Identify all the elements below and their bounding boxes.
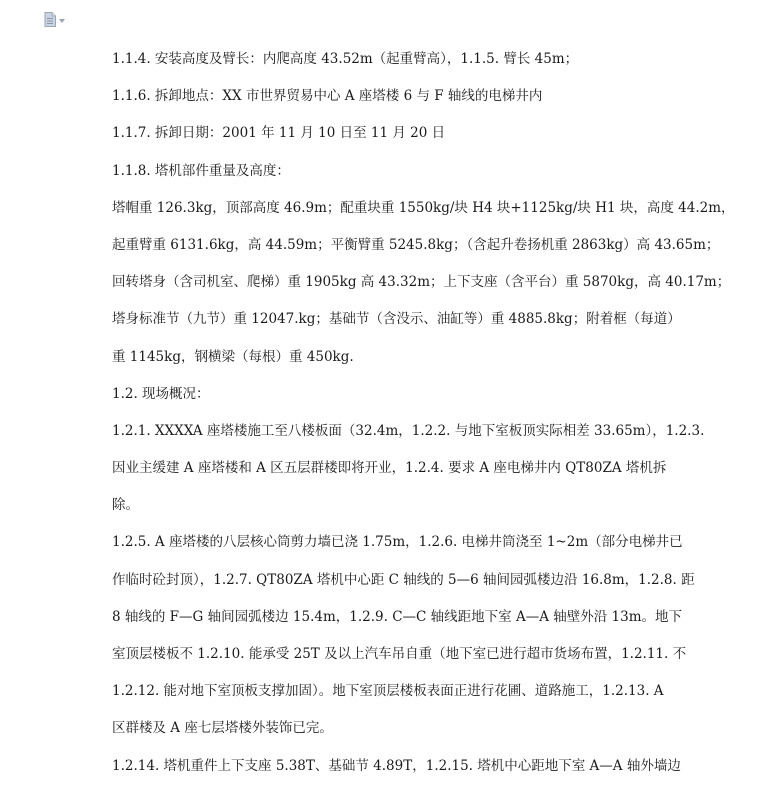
document-toolbar[interactable]	[44, 12, 65, 27]
text-line: 塔身标准节（九节）重 12047.kg；基础节（含没示、油缸等）重 4885.8kg；附着框（每道）	[112, 311, 681, 328]
text-line: 1.2.14. 塔机重件上下支座 5.38T、基础节 4.89T，1.2.15. 塔机中心距地下室 A—A 轴外墙边	[112, 757, 681, 774]
text-line: 重 1145kg，钢横梁（每根）重 450kg.	[112, 348, 354, 365]
text-line: 室顶层楼板不 1.2.10. 能承受 25T 及以上汽车吊自重（地下室已进行超市货场布置，1.2.11. 不	[112, 646, 687, 662]
text-line: 1.1.4. 安装高度及臂长：内爬高度 43.52m（起重臂高），1.1.5. 臂长 45m；	[112, 51, 579, 67]
text-line: 1.2.12. 能对地下室顶板支撑加固）。地下室顶层楼板表面正进行花圃、道路施工，1.2.13. A	[112, 683, 664, 700]
text-line: 除。	[112, 497, 139, 514]
text-line: 因业主缓建 A 座塔楼和 A 区五层群楼即将开业，1.2.4. 要求 A 座电梯井内 QT80ZA 塔机拆	[112, 460, 667, 477]
text-line: 1.1.7. 拆卸日期：2001 年 11 月 10 日至 11 月 20 日	[112, 125, 446, 142]
text-line: 1.1.6. 拆卸地点：XX 市世界贸易中心 A 座塔楼 6 与 F 轴线的电梯井内	[112, 88, 543, 105]
document-icon[interactable]	[44, 12, 56, 27]
text-line: 作临时砼封顶），1.2.7. QT80ZA 塔机中心距 C 轴线的 5—6 轴间园弧楼边沿 16.8m，1.2.8. 距	[112, 571, 695, 588]
chevron-down-icon[interactable]	[59, 19, 65, 23]
text-line: 1.2.1. XXXXA 座塔楼施工至八楼板面（32.4m，1.2.2. 与地下室板顶实际相差 33.65m），1.2.3.	[112, 422, 705, 439]
text-line: 起重臂重 6131.6kg，高 44.59m；平衡臂重 5245.8kg；（含起升卷扬机重 2863kg）高 43.65m；	[112, 236, 720, 253]
document-body	[112, 41, 735, 785]
text-line: 回转塔身（含司机室、爬梯）重 1905kg 高 43.32m；上下支座（含平台）重 5870kg，高 40.17m；	[112, 274, 731, 291]
text-line: 1.2. 现场概况：	[112, 385, 210, 402]
text-line: 8 轴线的 F—G 轴间园弧楼边 15.4m，1.2.9. C—C 轴线距地下室 A—A 轴壁外沿 13m。地下	[112, 608, 682, 625]
text-line: 1.1.8. 塔机部件重量及高度：	[112, 162, 290, 179]
text-line: 1.2.5. A 座塔楼的八层核心筒剪力墙已浇 1.75m，1.2.6. 电梯井筒浇至 1~2m（部分电梯井已	[112, 534, 683, 551]
text-line: 区群楼及 A 座七层塔楼外装饰已完。	[112, 720, 333, 737]
text-line: 塔帽重 126.3kg，顶部高度 46.9m；配重块重 1550kg/块 H4 块+1125kg/块 H1 块，高度 44.2m，	[112, 199, 735, 216]
